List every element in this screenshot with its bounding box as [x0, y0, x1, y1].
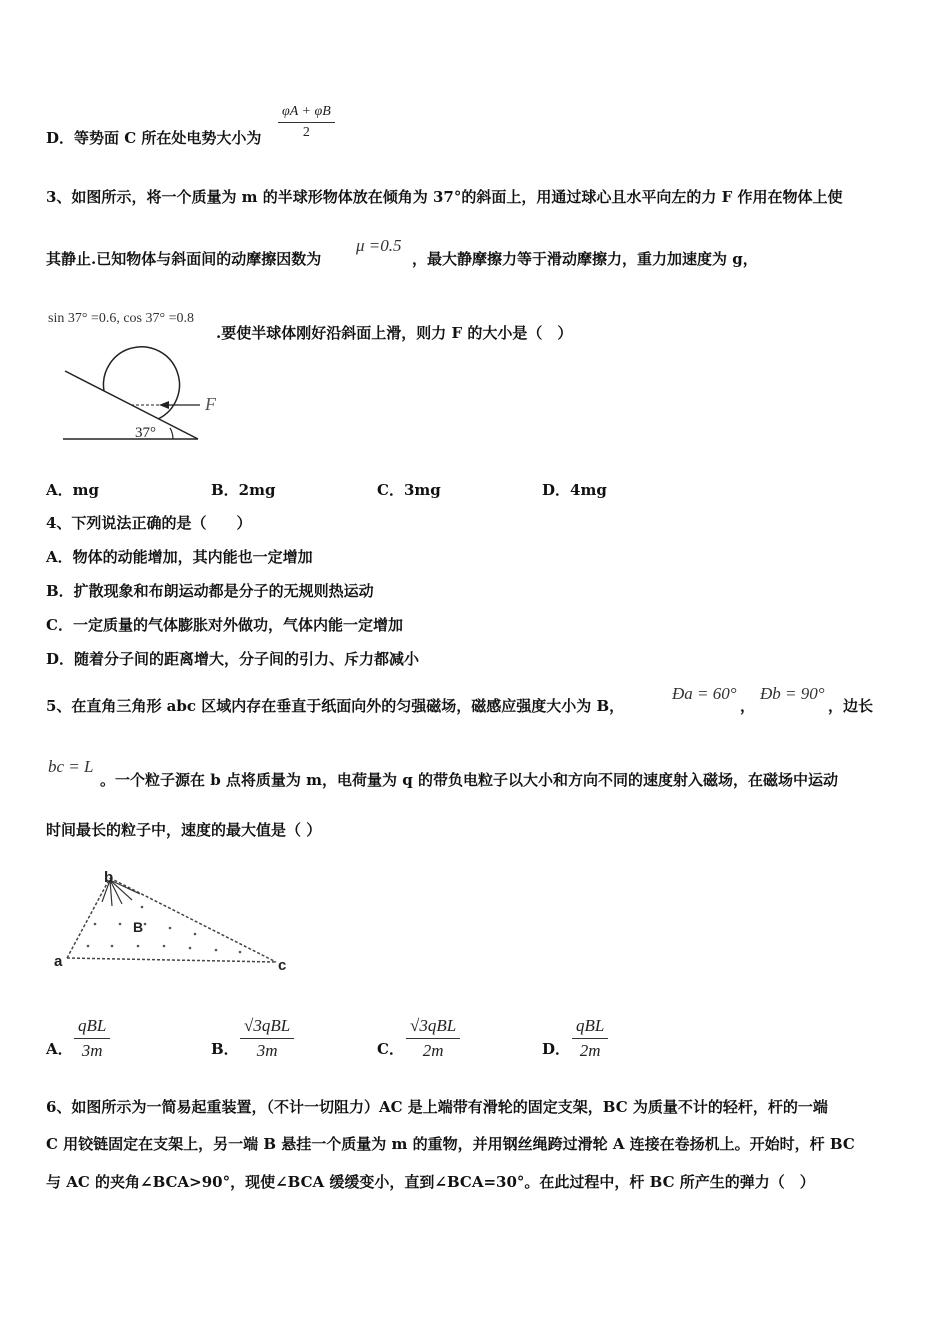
q3-stem-line2-pre: 其静止.已知物体与斜面间的动摩擦因数为 — [46, 250, 322, 268]
q5-triangle-figure — [50, 862, 300, 982]
q5-stem-line1: 5、在直角三角形 abc 区域内存在垂直于纸面向外的匀强磁场，磁感应强度大小为 B， — [46, 697, 625, 715]
q5-option-b-formula — [240, 1016, 294, 1061]
q5-option-c-label[interactable]: C． — [377, 1040, 404, 1058]
denominator: 2m — [579, 1041, 601, 1060]
side-ac — [67, 958, 276, 962]
numerator: √3qBL — [244, 1016, 291, 1035]
denominator: 3m — [256, 1041, 278, 1060]
q5-stem-line3: 时间最长的粒子中，速度的最大值是（ ） — [46, 821, 322, 839]
q3-stem-line1: 3、如图所示，将一个质量为 m 的半球形物体放在倾角为 37°的斜面上，用通过球心且水平向左的力 F 作用在物体上使 — [46, 188, 843, 206]
q4-stem: 4、下列说法正确的是（ ） — [46, 514, 252, 532]
q2-option-d: D．等势面 C 所在处电势大小为 — [46, 129, 262, 147]
q3-option-d[interactable]: D．4mg — [542, 481, 607, 499]
q5-angle-a: Ða = 60° — [672, 684, 737, 703]
fraction-bar — [240, 1038, 294, 1039]
field-dots — [87, 906, 242, 954]
q3-stem-line3: .要使半球体刚好沿斜面上滑，则力 F 的大小是（ ） — [216, 324, 573, 342]
q5-bc-formula: bc = L — [48, 757, 94, 776]
q3-mu-formula: μ =0.5 — [356, 236, 402, 255]
q5-option-a-label[interactable]: A． — [46, 1040, 73, 1058]
formula-numerator: φA + φB — [282, 104, 331, 119]
fraction-bar — [74, 1038, 110, 1039]
q3-incline-figure — [55, 335, 235, 445]
q5-option-c-formula — [406, 1016, 460, 1061]
formula-denominator: 2 — [302, 125, 310, 140]
angle-arc — [170, 428, 173, 439]
numerator: qBL — [78, 1016, 107, 1035]
denominator: 3m — [81, 1041, 103, 1060]
q3-stem-line2-post: ，最大静摩擦力等于滑动摩擦力，重力加速度为 g， — [412, 250, 758, 268]
field-label-b: B — [133, 919, 144, 935]
fraction-bar — [406, 1038, 460, 1039]
q4-option-d[interactable]: D．随着分子间的距离增大，分子间的引力、斥力都减小 — [46, 650, 420, 668]
force-arrow-head — [159, 401, 169, 409]
q5-option-a-formula — [74, 1016, 110, 1061]
q4-option-c[interactable]: C．一定质量的气体膨胀对外做功，气体内能一定增加 — [46, 616, 403, 634]
fraction-bar — [572, 1038, 608, 1039]
q6-stem-line3: 与 AC 的夹角∠BCA>90°，现使∠BCA 缓缓变小，直到∠BCA=30°。在此过程中，杆 BC 所产生的弹力（ ） — [46, 1173, 815, 1191]
angle-label: 37° — [135, 425, 156, 441]
q5-stem-line1-end: ，边长 — [828, 697, 874, 715]
numerator: qBL — [576, 1016, 605, 1035]
q4-option-b[interactable]: B．扩散现象和布朗运动都是分子的无规则热运动 — [46, 582, 374, 600]
q5-option-d-formula — [572, 1016, 608, 1061]
q3-option-c[interactable]: C．3mg — [377, 481, 441, 499]
numerator: √3qBL — [410, 1016, 457, 1035]
q5-comma: ， — [740, 697, 756, 715]
q5-angle-b: Ðb = 90° — [760, 684, 825, 703]
q3-trig-values: sin 37° =0.6, cos 37° =0.8 — [48, 311, 194, 326]
vertex-label-c: c — [278, 957, 287, 974]
q5-option-b-label[interactable]: B． — [211, 1040, 239, 1058]
q5-option-d-label[interactable]: D． — [542, 1040, 571, 1058]
q3-option-b[interactable]: B．2mg — [211, 481, 276, 499]
force-label: F — [205, 394, 216, 414]
q6-stem-line2: C 用铰链固定在支架上，另一端 B 悬挂一个质量为 m 的重物，并用钢丝绳跨过滑轮 A 连接在卷扬机上。开始时，杆 BC — [46, 1135, 855, 1153]
denominator: 2m — [422, 1041, 444, 1060]
q3-option-a[interactable]: A．mg — [46, 481, 99, 499]
fraction-bar — [278, 122, 335, 123]
q4-option-a[interactable]: A．物体的动能增加，其内能也一定增加 — [46, 548, 313, 566]
q2-option-d-formula — [278, 104, 335, 141]
vertex-label-b: b — [104, 869, 114, 886]
vertex-label-a: a — [54, 953, 63, 970]
q6-stem-line1: 6、如图所示为一简易起重装置，（不计一切阻力）AC 是上端带有滑轮的固定支架，BC 为质量不计的轻杆，杆的一端 — [46, 1098, 828, 1116]
q5-stem-line2: 。一个粒子源在 b 点将质量为 m，电荷量为 q 的带负电粒子以大小和方向不同的速度射入磁场，在磁场中运动 — [100, 771, 838, 789]
